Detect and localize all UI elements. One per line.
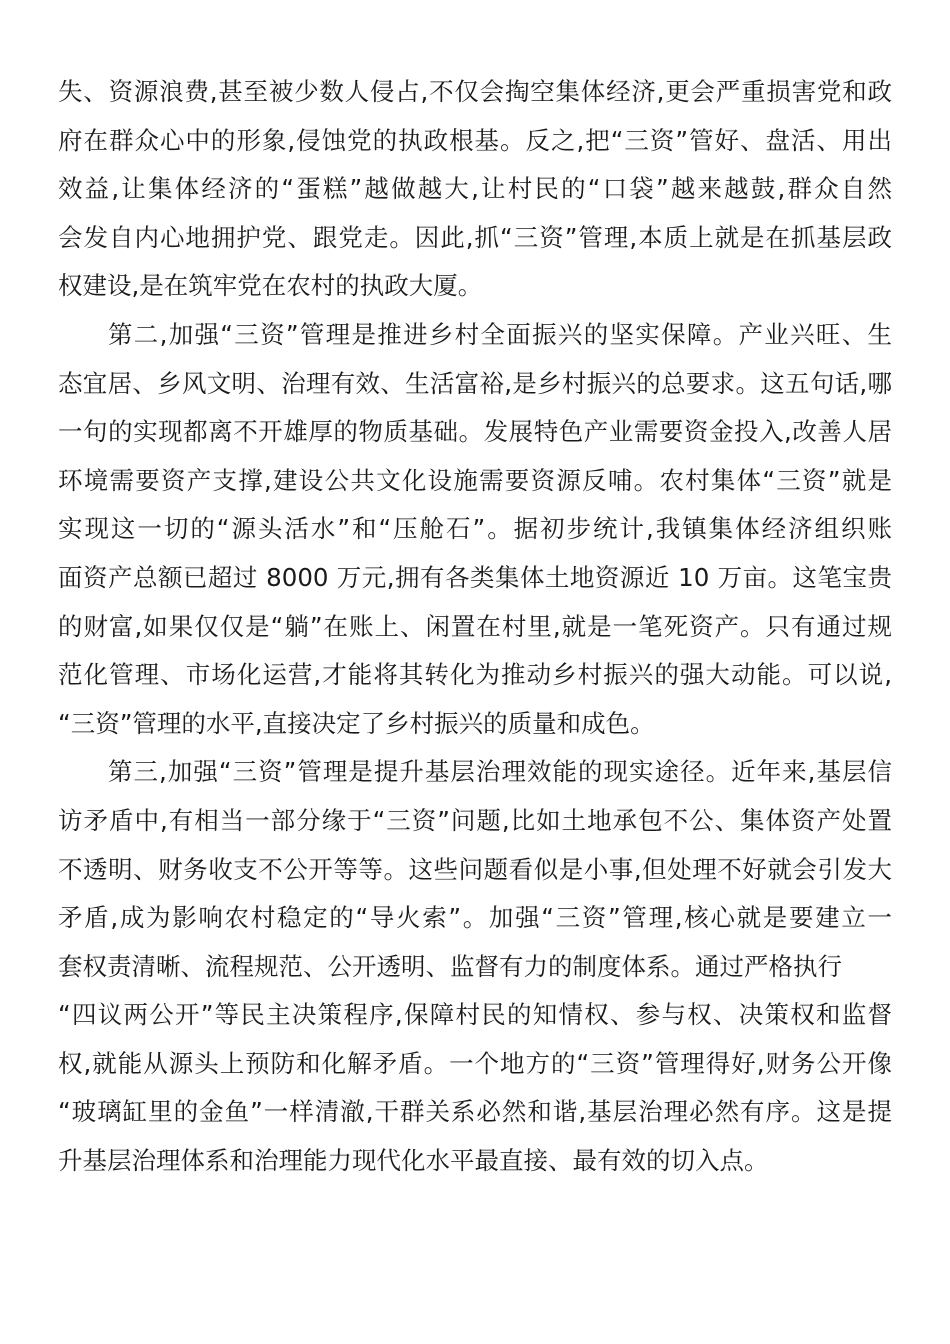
text-line: 一句的实现都离不开雄厚的物质基础。发展特色产业需要资金投入,改善人居 (58, 417, 892, 447)
text-line: 权,就能从源头上预防和化解矛盾。一个地方的“三资”管理得好,财务公开像 (58, 1048, 892, 1078)
text-line: 府在群众心中的形象,侵蚀党的执政根基。反之,把“三资”管好、盘活、用出 (58, 125, 892, 155)
text-line: 权建设,是在筑牢党在农村的执政大厦。 (58, 271, 483, 301)
text-line: 环境需要资产支撑,建设公共文化设施需要资源反哺。农村集体“三资”就是 (58, 465, 892, 495)
text-line: 实现这一切的“源头活水”和“压舱石”。据初步统计,我镇集体经济组织账 (58, 514, 892, 544)
text-line: 访矛盾中,有相当一部分缘于“三资”问题,比如土地承包不公、集体资产处置 (58, 805, 892, 835)
text-line: “玻璃缸里的金鱼”一样清澈,干群关系必然和谐,基层治理必然有序。这是提 (58, 1097, 892, 1127)
text-line: 的财富,如果仅仅是“躺”在账上、闲置在村里,就是一笔死资产。只有通过规 (58, 611, 892, 641)
text-line: 升基层治理体系和治理能力现代化水平最直接、最有效的切入点。 (58, 1146, 769, 1176)
text-line: 第三,加强“三资”管理是提升基层治理效能的现实途径。近年来,基层信 (108, 757, 892, 787)
document-page (58, 68, 892, 1186)
text-line: 第二,加强“三资”管理是推进乡村全面振兴的坚实保障。产业兴旺、生 (108, 319, 892, 349)
paragraph-continuation (58, 68, 892, 311)
text-line: 套权责清晰、流程规范、公开透明、监督有力的制度体系。通过严格执行 (58, 951, 842, 981)
text-line: “四议两公开”等民主决策程序,保障村民的知情权、参与权、决策权和监督 (58, 1000, 892, 1030)
text-line: 会发自内心地拥护党、跟党走。因此,抓“三资”管理,本质上就是在抓基层政 (58, 222, 892, 252)
paragraph-third-point (58, 748, 892, 1185)
paragraph-second-point (58, 311, 892, 748)
text-line: 态宜居、乡风文明、治理有效、生活富裕,是乡村振兴的总要求。这五句话,哪 (58, 368, 892, 398)
text-line: 效益,让集体经济的“蛋糕”越做越大,让村民的“口袋”越来越鼓,群众自然 (58, 174, 892, 204)
text-line: 不透明、财务收支不公开等等。这些问题看似是小事,但处理不好就会引发大 (58, 854, 892, 884)
text-line: 范化管理、市场化运营,才能将其转化为推动乡村振兴的强大动能。可以说, (58, 660, 892, 690)
text-line: 面资产总额已超过 8000 万元,拥有各类集体土地资源近 10 万亩。这笔宝贵 (58, 562, 892, 592)
text-line: 失、资源浪费,甚至被少数人侵占,不仅会掏空集体经济,更会严重损害党和政 (58, 77, 892, 106)
text-line: “三资”管理的水平,直接决定了乡村振兴的质量和成色。 (58, 708, 655, 738)
text-line: 矛盾,成为影响农村稳定的“导火索”。加强“三资”管理,核心就是要建立一 (58, 903, 892, 933)
